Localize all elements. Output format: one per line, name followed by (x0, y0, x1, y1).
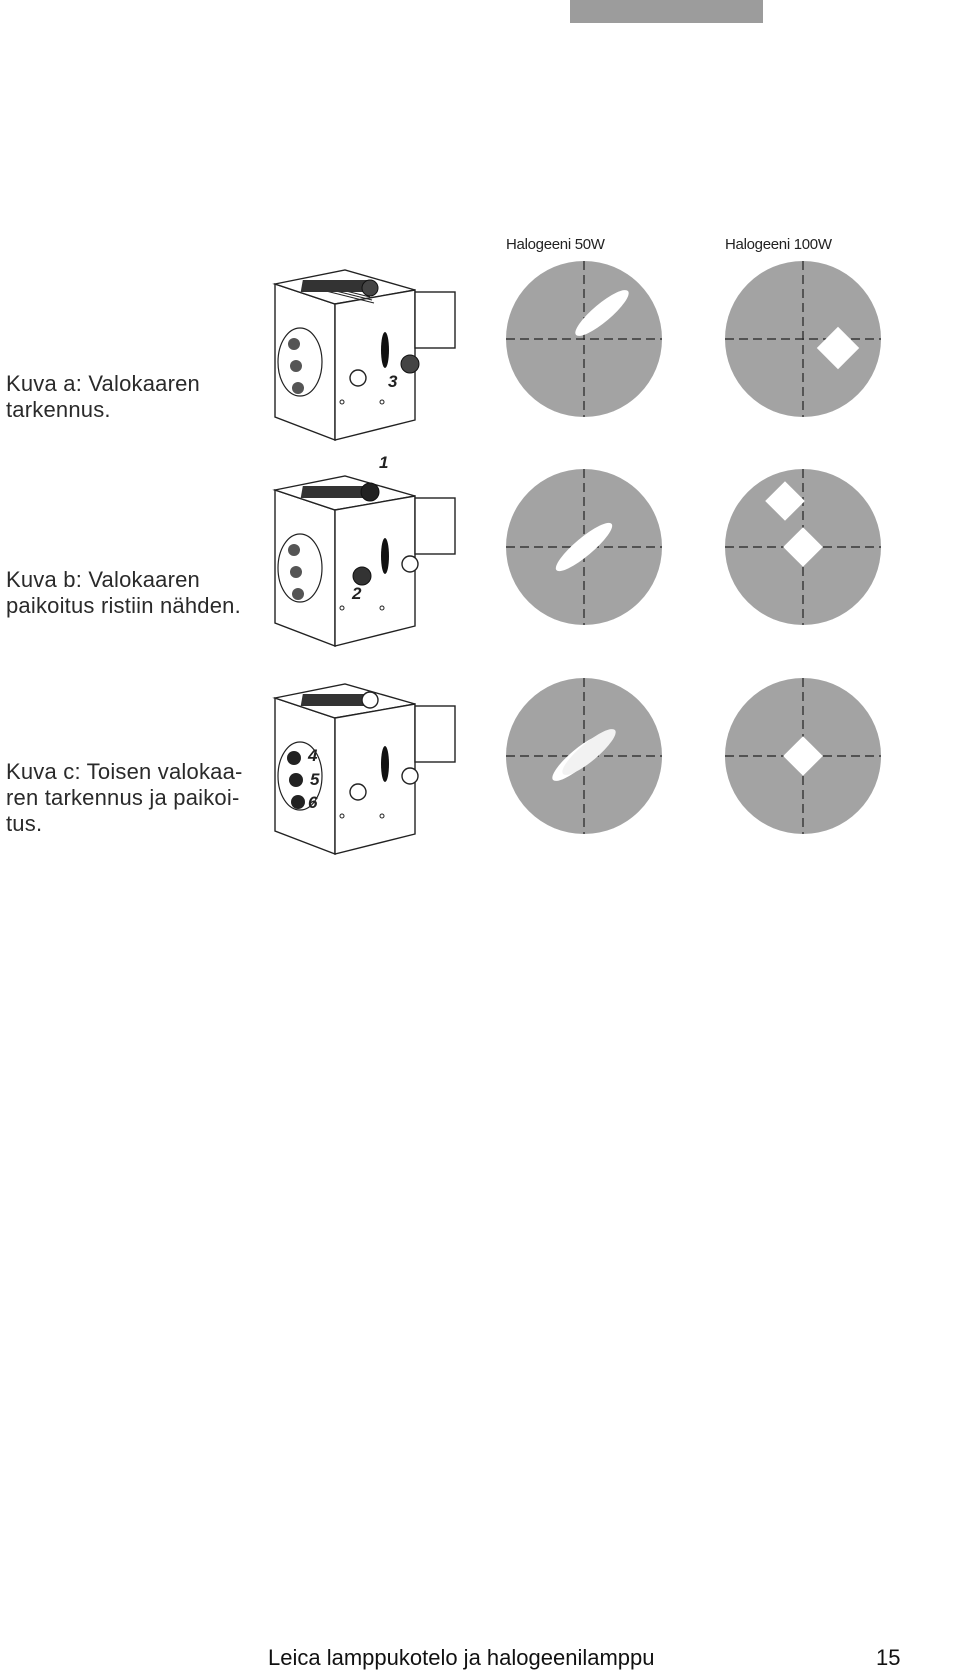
page-tab-marker (570, 0, 763, 23)
column-header-halogen-100w: Halogeeni 100W (725, 236, 832, 253)
caption-line: ren tarkennus ja paikoi- (6, 785, 240, 810)
callout-4: 4 (308, 746, 318, 765)
footer-page-number: 15 (876, 1645, 901, 1670)
arc-disc-50w-a (504, 259, 664, 419)
caption-figure-b (6, 567, 241, 619)
footer-document-title: Leica lamppukotelo ja halogeenilamppu (268, 1645, 655, 1670)
column-header-halogen-50w: Halogeeni 50W (506, 236, 605, 253)
arc-disc-50w-b (504, 467, 664, 627)
callout-5: 5 (310, 770, 320, 789)
caption-line: tarkennus. (6, 397, 111, 422)
callout-6: 6 (308, 793, 318, 812)
caption-figure-a (6, 371, 200, 423)
callout-2: 2 (352, 584, 362, 603)
arc-disc-100w-c (723, 676, 883, 836)
caption-line: paikoitus ristiin nähden. (6, 593, 241, 618)
caption-figure-c (6, 759, 243, 837)
caption-line: Kuva a: Valokaaren (6, 371, 200, 396)
arc-disc-100w-a (723, 259, 883, 419)
arc-disc-100w-b (723, 467, 883, 627)
caption-line: Kuva b: Valokaaren (6, 567, 200, 592)
callout-3: 3 (388, 372, 398, 391)
caption-line: tus. (6, 811, 43, 836)
callout-1: 1 (379, 453, 389, 472)
lamp-housing-figure-c (270, 676, 460, 866)
lamp-housing-figure-b (270, 453, 460, 658)
caption-line: Kuva c: Toisen valokaa- (6, 759, 243, 784)
arc-disc-50w-c (504, 676, 664, 836)
lamp-housing-figure-a (270, 262, 460, 452)
